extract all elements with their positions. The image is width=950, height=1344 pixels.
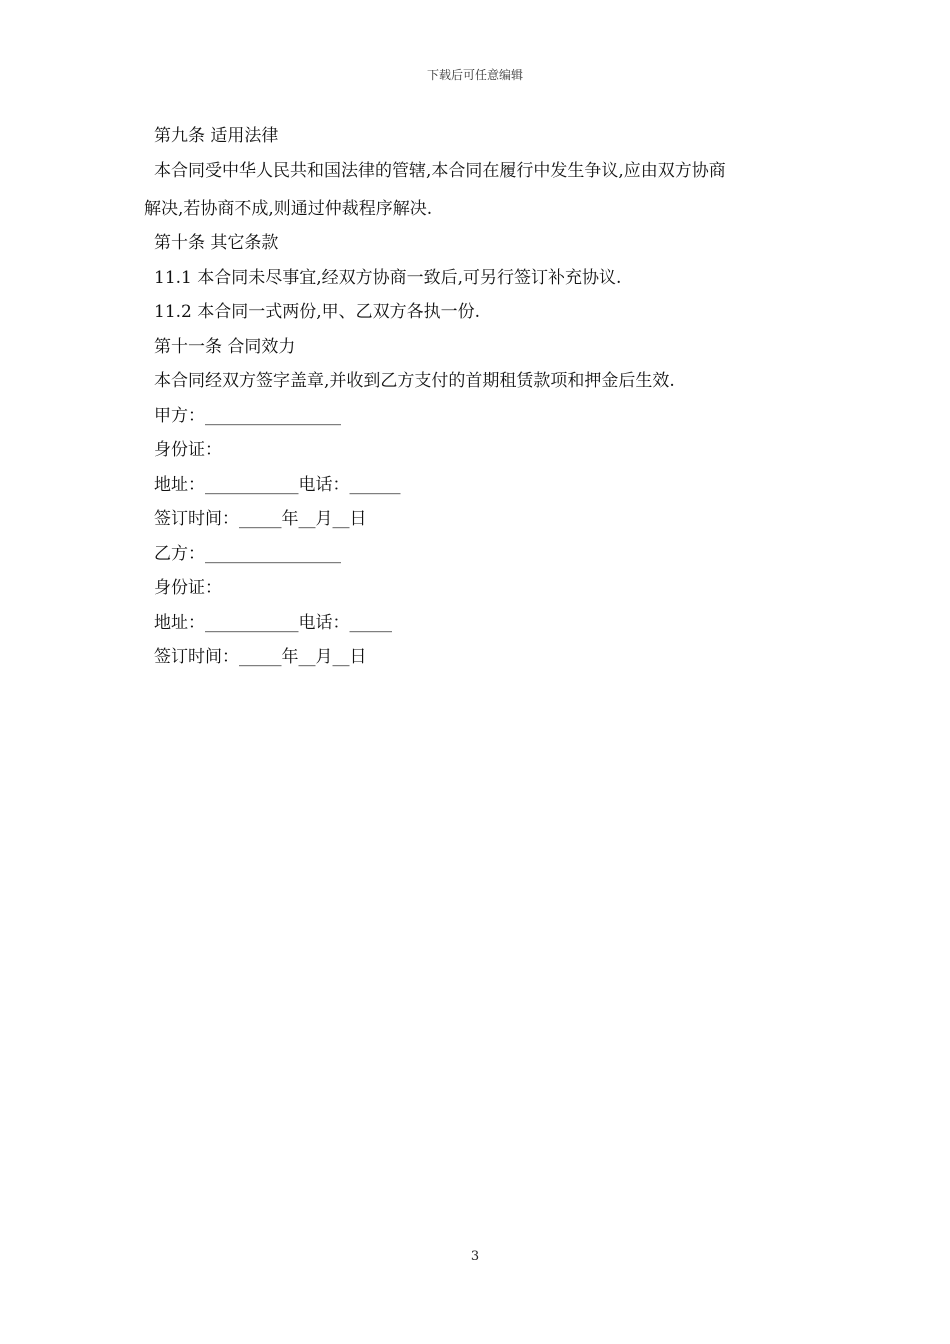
party-b-signature-line: 乙方：________________ bbox=[154, 544, 341, 564]
party-b-id-line: 身份证： bbox=[154, 578, 222, 598]
party-a-signature-line: 甲方：________________ bbox=[154, 406, 341, 426]
clause-11-2: 11.2 本合同一式两份,甲、乙双方各执一份. bbox=[154, 302, 481, 322]
clause-11-1: 11.1 本合同未尽事宜,经双方协商一致后,可另行签订补充协议. bbox=[154, 268, 622, 288]
article-9-heading: 第九条 适用法律 bbox=[154, 126, 279, 146]
party-a-id-line: 身份证： bbox=[154, 440, 222, 460]
article-9-body-line-2: 解决,若协商不成,则通过仲裁程序解决. bbox=[144, 199, 433, 219]
article-9-body-line-1: 本合同受中华人民共和国法律的管辖,本合同在履行中发生争议,应由双方协商 bbox=[154, 161, 726, 181]
party-a-signing-date-line: 签订时间：_____年__月__日 bbox=[154, 509, 367, 529]
page-number: 3 bbox=[470, 1249, 480, 1264]
party-b-signing-date-line: 签订时间：_____年__月__日 bbox=[154, 647, 367, 667]
page-header-note: 下载后可任意编辑 bbox=[426, 68, 523, 82]
party-b-address-phone-line: 地址：___________电话：_____ bbox=[154, 613, 392, 633]
article-11-heading: 第十一条 合同效力 bbox=[154, 337, 296, 357]
article-11-body: 本合同经双方签字盖章,并收到乙方支付的首期租赁款项和押金后生效. bbox=[154, 371, 675, 391]
article-10-heading: 第十条 其它条款 bbox=[154, 233, 279, 253]
party-a-address-phone-line: 地址：___________电话：______ bbox=[154, 475, 401, 495]
